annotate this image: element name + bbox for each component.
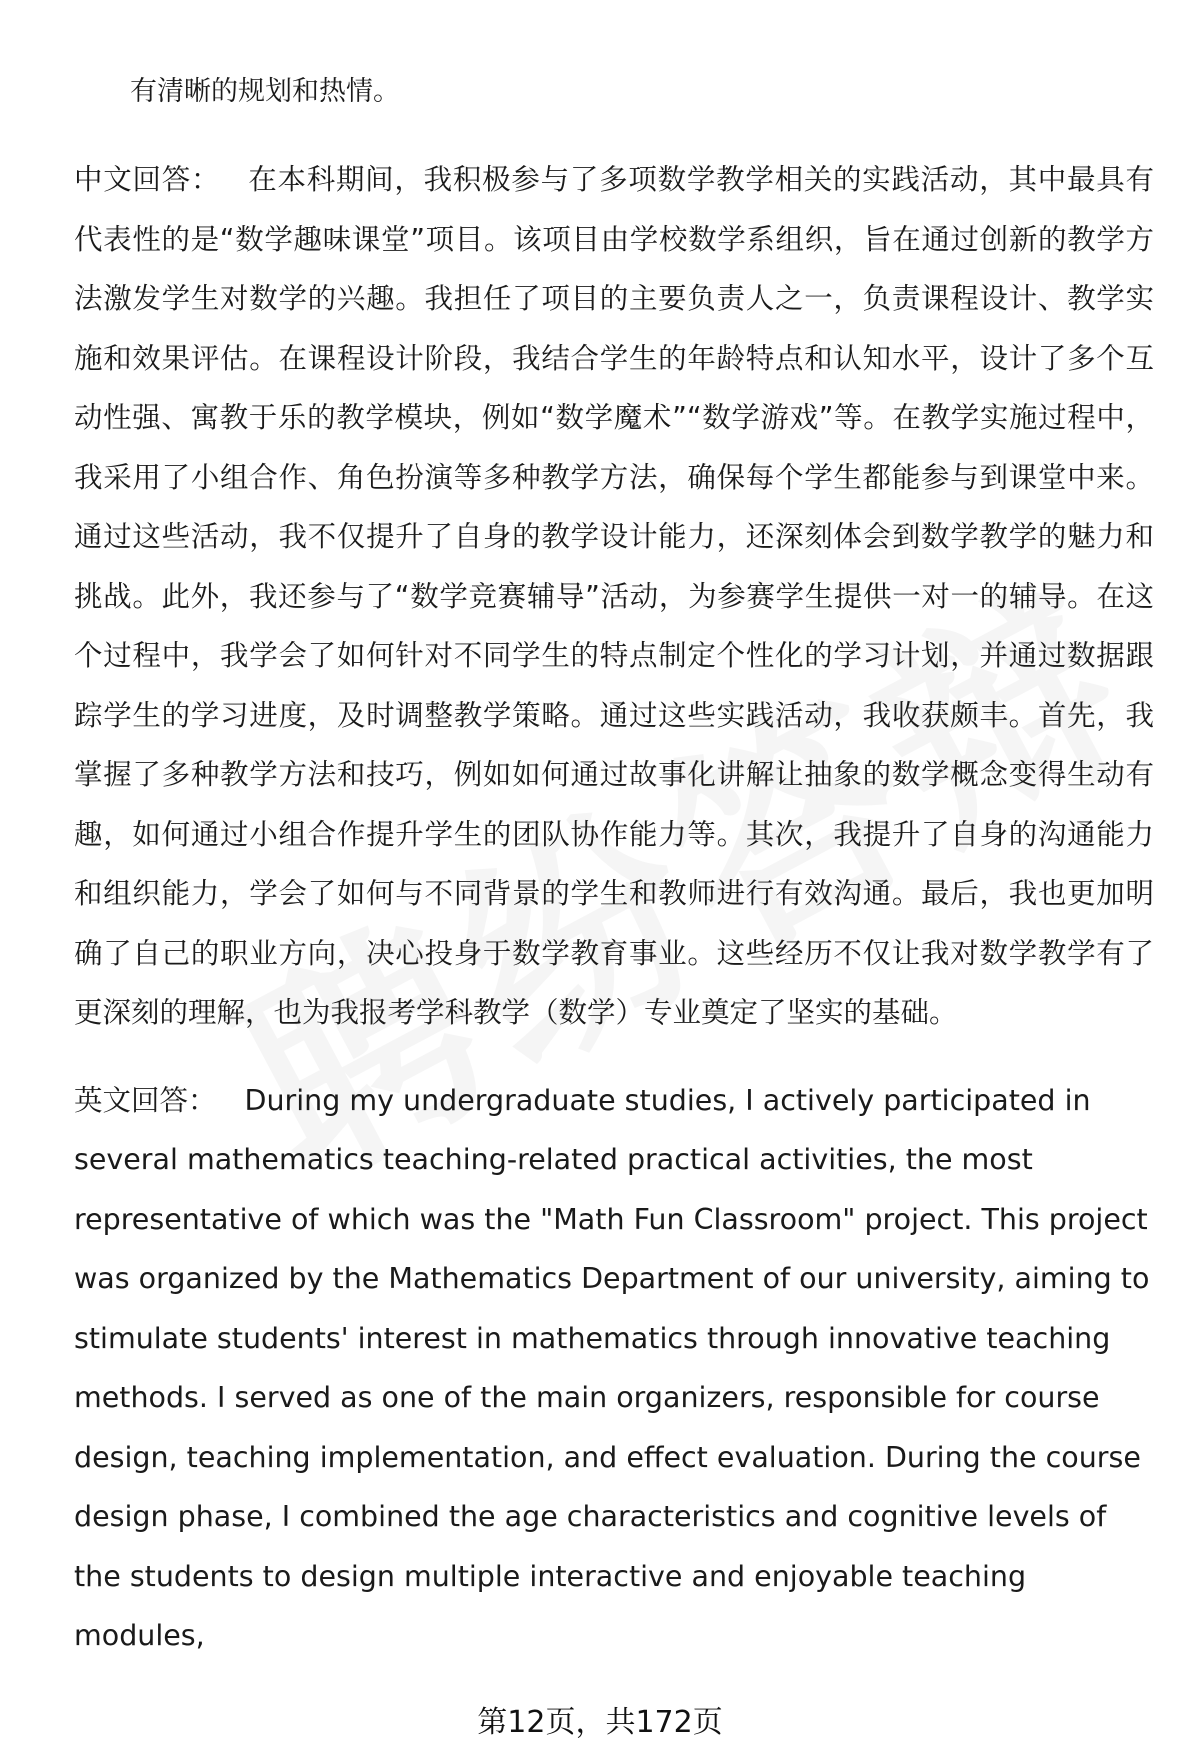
- chinese-answer-text: 在本科期间，我积极参与了多项数学教学相关的实践活动，其中最具有代表性的是“数学趣味课堂”项目。该项目由学校数学系组织，旨在通过创新的教学方法激发学生对数学的兴趣。我担任了项目的主要负责人之一，负责课程设计、教学实施和效果评估。在课程设计阶段，我结合学生的年龄特点和认知水平，设计了多个互动性强、寓教于乐的教学模块，例如“数学魔术”“数学游戏”等。在教学实施过程中，我采用了小组合作、角色扮演等多种教学方法，确保每个学生都能参与到课堂中来。通过这些活动，我不仅提升了自身的教学设计能力，还深刻体会到数学教学的魅力和挑战。此外，我还参与了“数学竞赛辅导”活动，为参赛学生提供一对一的辅导。在这个过程中，我学会了如何针对不同学生的特点制定个性化的学习计划，并通过数据跟踪学生的学习进度，及时调整教学策略。通过这些实践活动，我收获颇丰。首先，我掌握了多种教学方法和技巧，例如如何通过故事化讲解让抽象的数学概念变得生动有趣，如何通过小组合作提升学生的团队协作能力等。其次，我提升了自身的沟通能力和组织能力，学会了如何与不同背景的学生和教师进行有效沟通。最后，我也更加明确了自己的职业方向，决心投身于数学教育事业。这些经历不仅让我对数学教学有了更深刻的理解，也为我报考学科教学（数学）专业奠定了坚实的基础。: [74, 163, 1154, 1029]
- english-answer-text: During my undergraduate studies, I actively participated in several mathematics teaching-related practical activities, the most representative of which was the "Math Fun Classroom" project. This project was organized by the Mathematics Department of our university, aiming to stimulate students' interest in mathematics through innovative teaching methods. I served as one of the main organizers, responsible for course design, teaching implementation, and effect evaluation. During the course design phase, I combined the age characteristics and cognitive levels of the students to design multiple interactive and enjoyable teaching modules,: [74, 1083, 1150, 1652]
- continuation-text: 有清晰的规划和热情。: [130, 76, 400, 107]
- page-footer: [0, 1697, 1200, 1741]
- english-answer-label: 英文回答：: [74, 1083, 217, 1117]
- english-answer-paragraph: [74, 1071, 1154, 1666]
- chinese-answer-label: 中文回答：: [74, 163, 221, 196]
- chinese-answer-paragraph: [74, 150, 1154, 1043]
- page-number: 第12页，共172页: [477, 1705, 723, 1740]
- document-page: [74, 62, 1154, 1694]
